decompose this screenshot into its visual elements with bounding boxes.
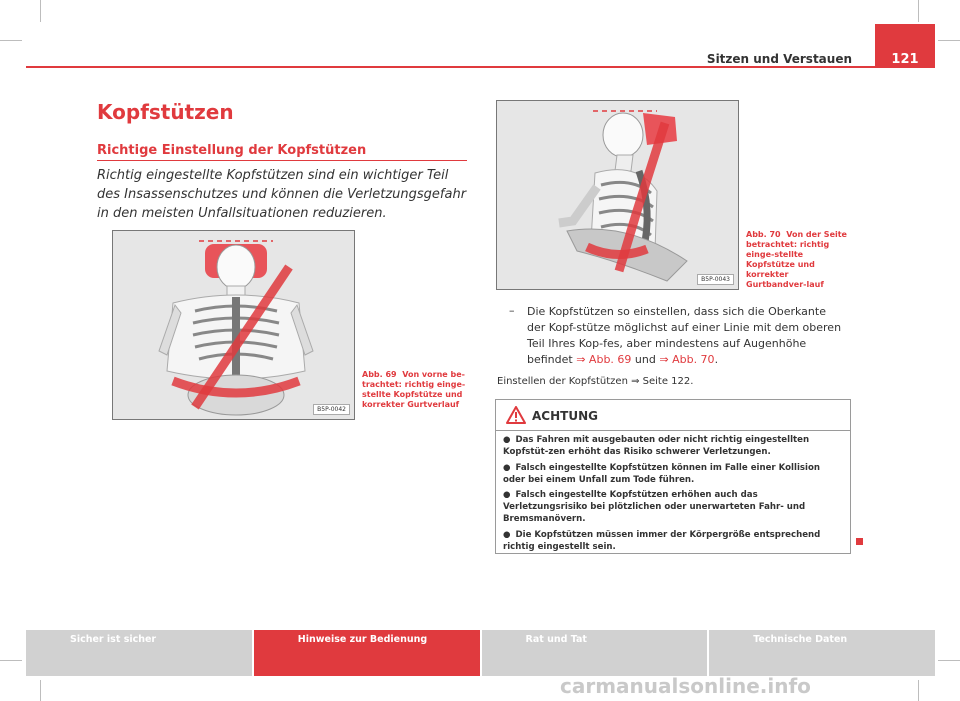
section-end-marker bbox=[856, 538, 863, 545]
figure-69-caption bbox=[362, 370, 466, 410]
warning-item: ● Das Fahren mit ausgebauten oder nicht richtig eingestellten Kopfstüt-zen erhöht das Risiko schwerer Verletzungen. bbox=[503, 435, 810, 457]
bullet-icon: ● bbox=[503, 435, 511, 445]
heading-rule bbox=[97, 160, 467, 161]
figure-69 bbox=[112, 230, 355, 420]
figure-code: B5P-0042 bbox=[313, 404, 350, 415]
warning-triangle-icon bbox=[506, 406, 526, 424]
crop-mark bbox=[0, 660, 22, 661]
header-rule bbox=[26, 66, 935, 68]
bullet-icon: ● bbox=[503, 529, 511, 540]
step-dash: – bbox=[509, 304, 515, 317]
figure-caption-text: Von der Seite betrachtet: richtig einge-stellte Kopfstütze und korrekter Gurtbandver-lauf bbox=[746, 230, 847, 289]
page-number: 121 bbox=[875, 24, 935, 68]
warning-list bbox=[496, 431, 850, 553]
page-reference: Einstellen der Kopfstützen ⇒ Seite 122. bbox=[497, 376, 694, 387]
step-text: Die Kopfstützen so einstellen, dass sich die Oberkante der Kopf-stütze möglichst auf einer Linie mit dem oberen Teil Ihres Kop-fes, aber mindestens auf Augenhöhe befindet bbox=[527, 305, 842, 366]
watermark: carmanualsonline.info bbox=[560, 674, 811, 698]
footer-nav bbox=[26, 630, 935, 676]
crop-mark bbox=[938, 40, 960, 41]
figure-number: Abb. 69 bbox=[362, 370, 397, 379]
section-heading: Richtige Einstellung der Kopfstützen bbox=[97, 143, 367, 158]
crop-mark bbox=[40, 680, 41, 701]
crop-mark bbox=[40, 0, 41, 22]
section-title: Sitzen und Verstauen bbox=[706, 52, 852, 66]
intro-paragraph: Richtig eingestellte Kopfstützen sind ein wichtiger Teil des Insassenschutzes und können die Verletzungsgefahr in den meisten Unfallsituationen reduzieren. bbox=[97, 168, 467, 221]
tab-technische-daten[interactable]: Technische Daten bbox=[709, 630, 935, 676]
tab-sicher-ist-sicher[interactable]: Sicher ist sicher bbox=[26, 630, 252, 676]
figure-number: Abb. 70 bbox=[746, 230, 781, 239]
warning-title: ACHTUNG bbox=[532, 409, 598, 423]
figure-70 bbox=[496, 100, 739, 290]
tab-rat-und-tat[interactable]: Rat und Tat bbox=[482, 630, 708, 676]
figure-70-caption bbox=[746, 230, 850, 290]
front-view-illustration bbox=[113, 231, 354, 419]
figure-code: B5P-0043 bbox=[697, 274, 734, 285]
instruction-step bbox=[527, 304, 847, 368]
crop-mark bbox=[918, 0, 919, 22]
warning-header bbox=[496, 400, 850, 431]
step-conjunction: und bbox=[634, 353, 656, 366]
warning-box bbox=[495, 399, 851, 554]
crop-mark bbox=[938, 660, 960, 661]
step-end: . bbox=[714, 353, 719, 366]
warning-item: ● Falsch eingestellte Kopfstützen können im Falle einer Kollision oder bei einem Unfall zum Tode führen. bbox=[503, 462, 820, 485]
side-view-illustration bbox=[497, 101, 738, 289]
figure-caption-text: Von vorne be-trachtet: richtig einge-stellte Kopfstütze und korrekter Gurtverlauf bbox=[362, 370, 466, 409]
page-title: Kopfstützen bbox=[97, 100, 234, 124]
warning-item: ● Falsch eingestellte Kopfstützen erhöhen auch das Verletzungsrisiko bei plötzlichen oder unerwarteten Fahr- und Bremsmanövern. bbox=[503, 490, 806, 524]
figure-70-link[interactable]: ⇒ Abb. 70 bbox=[659, 353, 715, 366]
bullet-icon: ● bbox=[503, 462, 511, 473]
warning-item: ● Die Kopfstützen müssen immer der Körpergröße entsprechend richtig eingestellt sein. bbox=[503, 529, 821, 552]
crop-mark bbox=[0, 40, 22, 41]
tab-hinweise-zur-bedienung[interactable]: Hinweise zur Bedienung bbox=[254, 630, 480, 676]
figure-69-link[interactable]: ⇒ Abb. 69 bbox=[576, 353, 632, 366]
bullet-icon: ● bbox=[503, 490, 511, 500]
crop-mark bbox=[918, 680, 919, 701]
